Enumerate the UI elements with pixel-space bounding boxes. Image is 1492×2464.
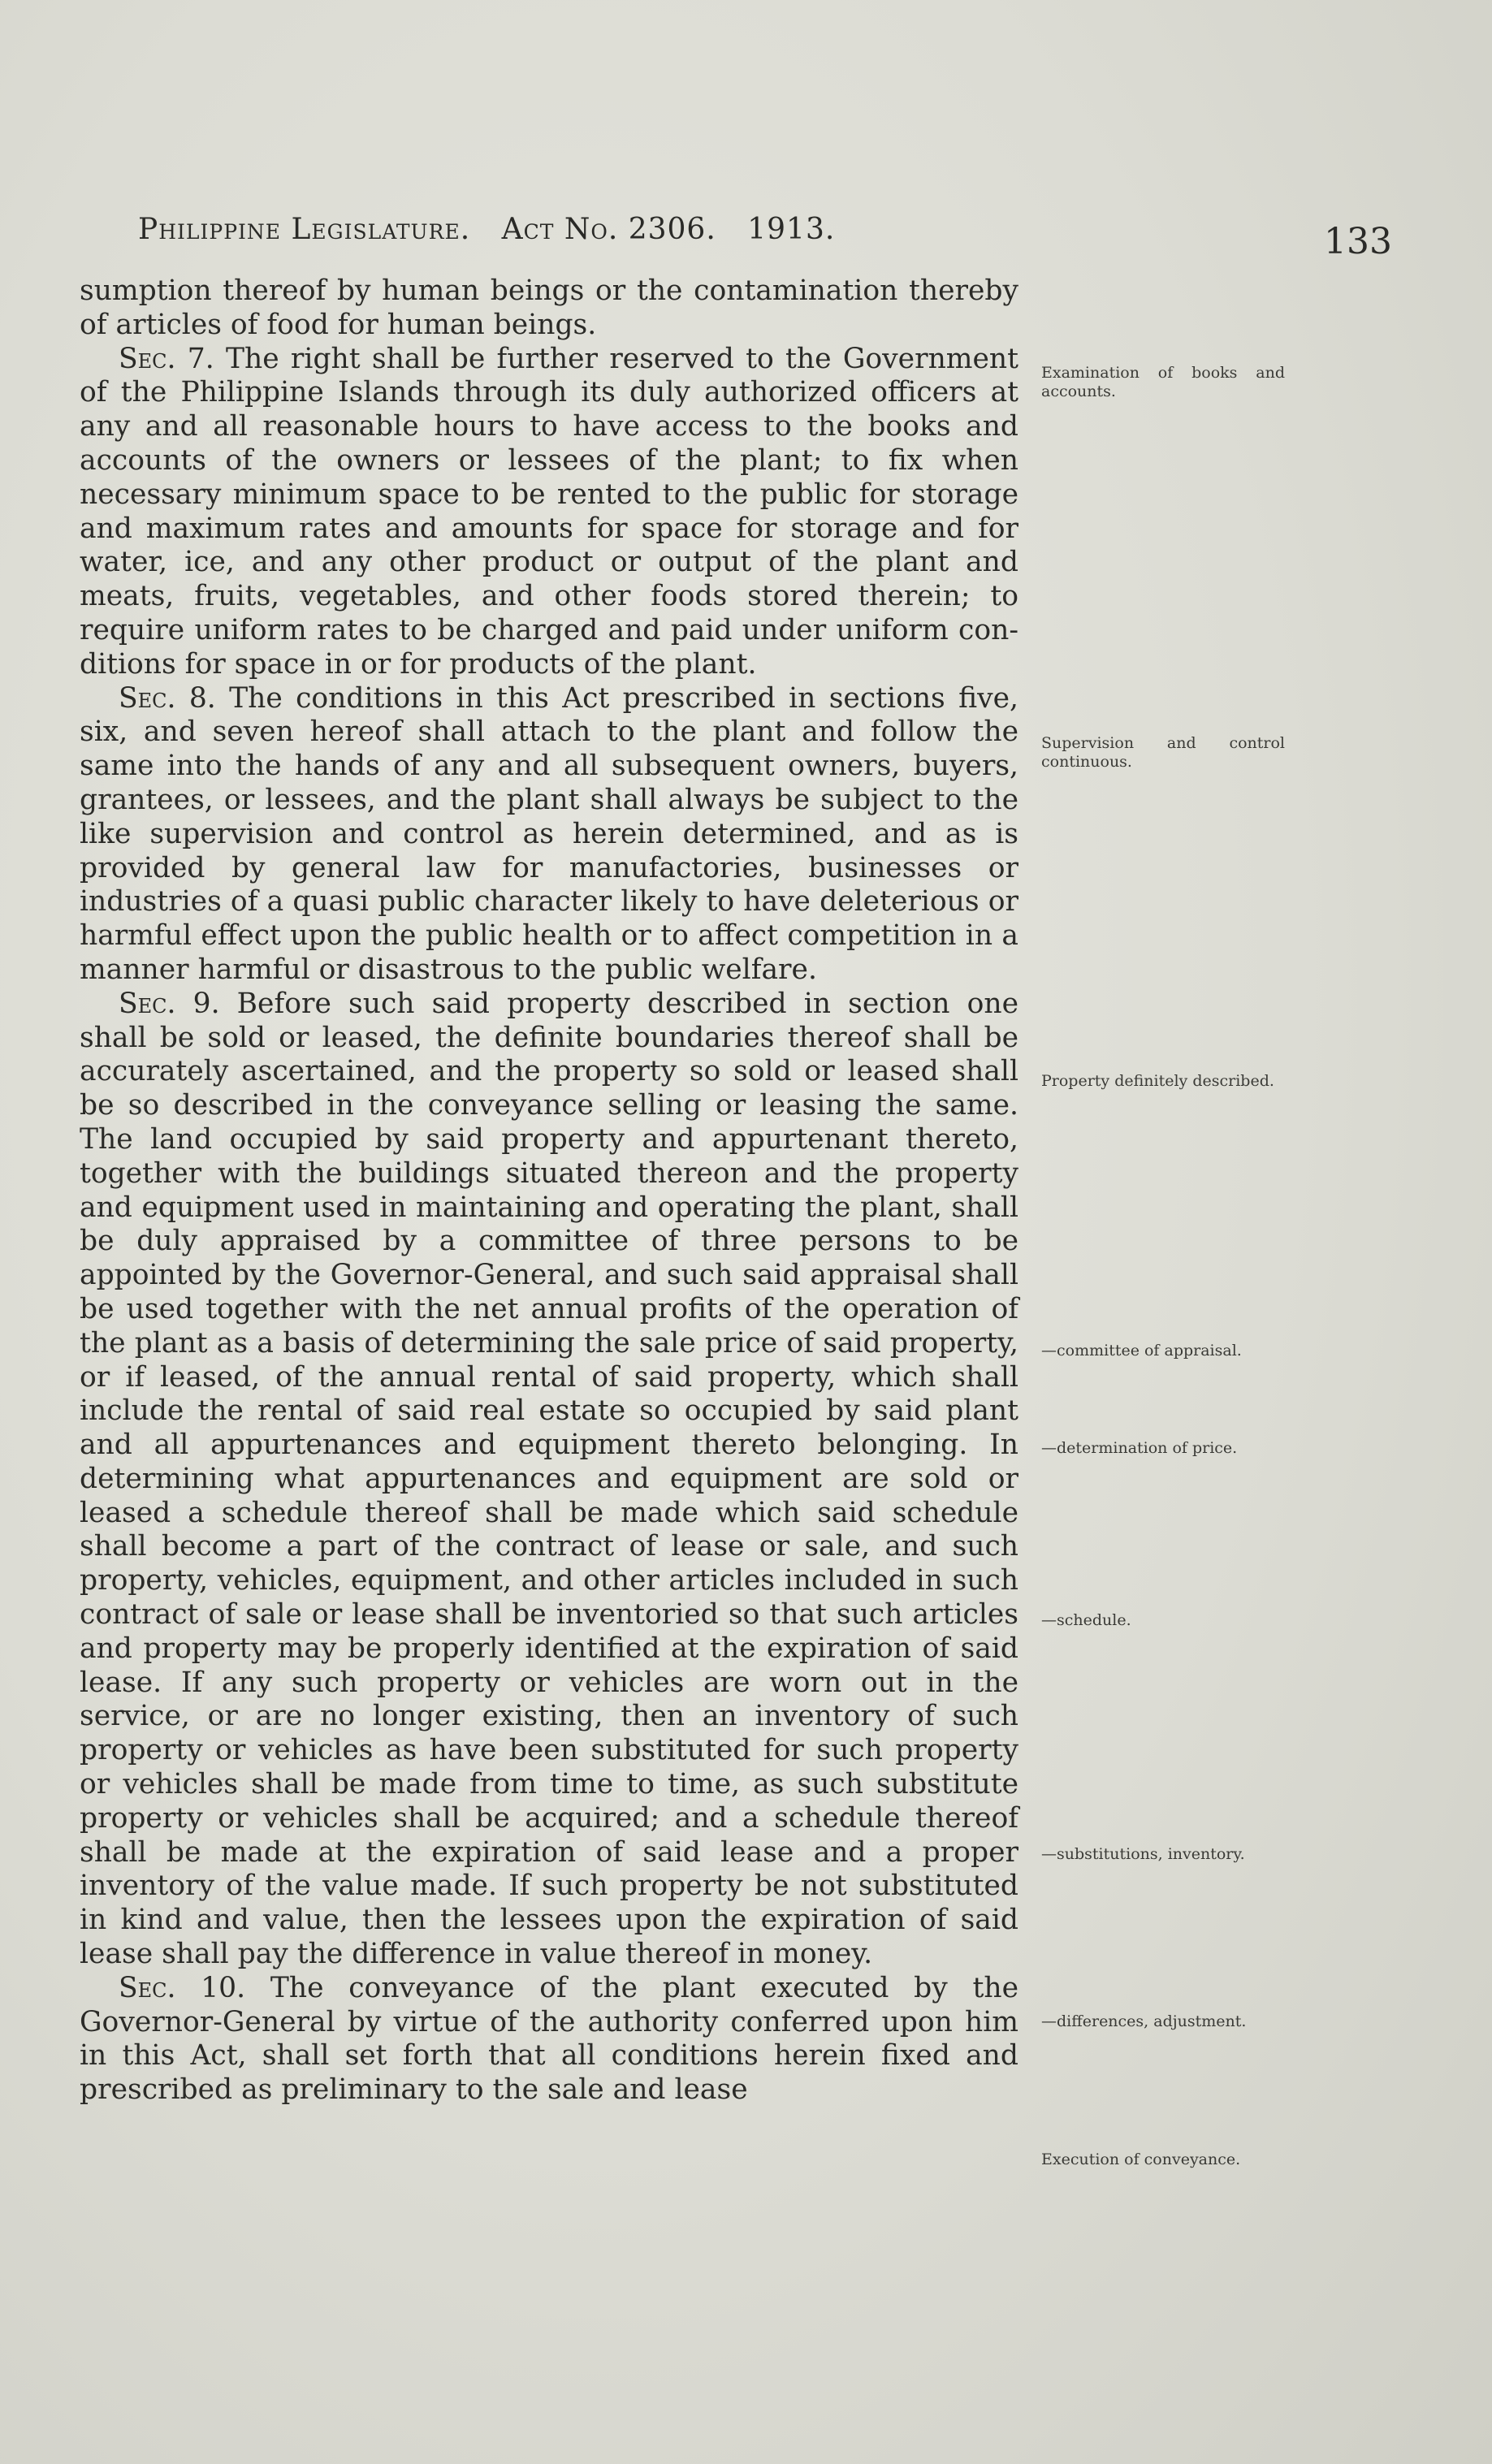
section-10-label: Sec. 10.	[119, 1971, 246, 2004]
section-8	[80, 682, 1018, 988]
margin-note-differences: —differences, adjustment.	[1041, 2012, 1247, 2030]
section-9-text: Before such said property described in section one shall be sold or leased, the definite boundaries thereof shall be accurately ascertained, and the property so sold or leased shall be so described in the conveyance selling or leasing the same. The land occupied by said property and appurtenant thereto, together with the buildings situated thereon and the property and equipment used in maintaining and operating the plant, shall be duly appraised by a committee of three persons to be appointed by the Governor-General, and such said appraisal shall be used together with the net annual profits of the operation of the plant as a basis of determining the sale price of said property, or if leased, of the annual rental of said property, which shall include the rental of said real estate so occupied by said plant and all appurtenances and equipment thereto belonging. In determining what appurtenances and equipment are sold or leased a schedule thereof shall be made which said schedule shall become a part of the contract of lease or sale, and such property, vehicles, equipment, and other articles included in such contract of sale or lease shall be inventoried so that such articles and property may be properly identified at the expiration of said lease. If any such property or vehicles are worn out in the service, or are no longer existing, then an inventory of such property or vehicles as have been substituted for such property or vehicles shall be made from time to time, as such substitute property or vehicles shall be acquired; and a schedule thereof shall be made at the expiration of said lease and a proper inventory of the value made. If such property be not substituted in kind and value, then the lessees upon the expiration of said lease shall pay the difference in value thereof in money.	[80, 987, 1019, 1971]
section-7-label: Sec. 7.	[119, 342, 214, 375]
section-9-label: Sec. 9.	[119, 987, 220, 1020]
margin-note-supervision: Supervision and control continuous.	[1041, 734, 1285, 771]
section-8-text: The conditions in this Act prescribed in sections five, six, and seven hereof shall attach to the plant and follow the same into the hands of any and all subsequent owners, buyers, grantees, or lessees, and the plant shall always be subject to the like supervision and control as herein determined, and as is provided by general law for manufactories, businesses or industries of a quasi public character likely to have deleterious or harmful effect upon the public health or to affect competition in a manner harmful or disastrous to the public welfare.	[80, 681, 1018, 986]
margin-note-property-described: Property definitely described.	[1041, 1072, 1274, 1090]
header-act-number: Act No. 2306.	[501, 213, 716, 246]
margin-note-schedule: —schedule.	[1041, 1611, 1131, 1629]
margin-note-execution: Execution of conveyance.	[1041, 2151, 1241, 2168]
page-number: 133	[1324, 221, 1392, 262]
paragraph-continuation: sumption thereof by human beings or the contamination thereby of articles of food for human beings.	[80, 274, 1018, 341]
body-text	[80, 274, 1018, 2107]
section-8-label: Sec. 8.	[119, 681, 216, 715]
header-year: 1913.	[747, 213, 836, 246]
section-10	[80, 1972, 1018, 2107]
margin-note-determination: —determination of price.	[1041, 1439, 1238, 1457]
running-header	[138, 213, 856, 246]
header-legislature: Philippine Legislature.	[138, 213, 471, 246]
section-7	[80, 343, 1018, 682]
margin-note-substitutions: —substitutions, inventory.	[1041, 1845, 1245, 1863]
margin-note-examination: Examination of books and accounts.	[1041, 364, 1285, 400]
section-10-text: The conveyance of the plant executed by the Governor-General by virtue of the authority conferred upon him in this Act, shall set forth that all conditions herein fixed and prescribed as preliminary to the sale and lease	[80, 1971, 1018, 2107]
section-9	[80, 988, 1018, 1972]
margin-note-committee: —committee of appraisal.	[1041, 1342, 1242, 1360]
section-7-text: The right shall be further reserved to the Government of the Philippine Islands through its duly authorized officers at any and all reasonable hours to have access to the books and accounts of the owners or lessees of the plant; to fix when necessary minimum space to be rented to the public for storage and maximum rates and amounts for space for storage and for water, ice, and any other product or output of the plant and meats, fruits, vegetables, and other foods stored therein; to require uniform rates to be charged and paid under uniform conditions for space in or for products of the plant.	[80, 342, 1019, 681]
